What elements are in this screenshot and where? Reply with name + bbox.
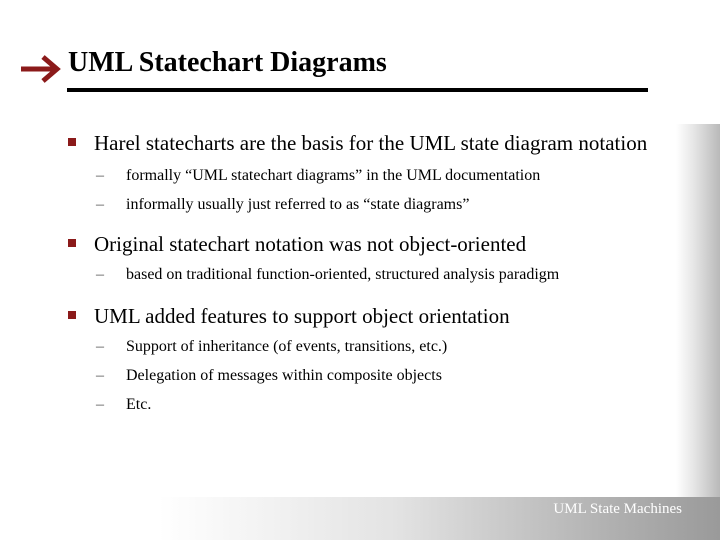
dash-bullet-icon: – [96,338,104,355]
dash-bullet-icon: – [96,196,104,213]
sub-bullet-item [68,161,668,190]
slide-content [68,130,668,419]
dash-bullet-icon: – [96,396,104,413]
square-bullet-icon [68,138,76,146]
sub-bullet-item [68,190,668,219]
sub-bullet-text: informally usually just referred to as “state diagrams” [126,196,470,213]
bullet-text: Original statechart notation was not object-oriented [94,232,527,256]
sub-bullet-text: formally “UML statechart diagrams” in the UML documentation [126,167,541,184]
bullet-text: UML added features to support object orientation [94,304,510,328]
slide-title: UML Statechart Diagrams [68,47,387,78]
right-arrow-icon [19,52,65,86]
dash-bullet-icon: – [96,266,104,283]
sub-bullet-text: Support of inheritance (of events, transitions, etc.) [126,338,448,355]
slide-shadow-right [676,124,720,540]
title-underline [67,88,648,92]
dash-bullet-icon: – [96,167,104,184]
sub-bullet-item [68,361,668,390]
sub-bullet-item [68,260,668,289]
slide-footer: UML State Machines [553,501,682,517]
sub-bullet-text: based on traditional function-oriented, structured analysis paradigm [126,266,560,283]
sub-bullet-text: Etc. [126,396,152,413]
dash-bullet-icon: – [96,367,104,384]
sub-bullet-item [68,390,668,419]
sub-bullet-text: Delegation of messages within composite objects [126,367,442,384]
bullet-item [68,303,668,330]
bullet-text: Harel statecharts are the basis for the UML state diagram notation [94,131,648,155]
bullet-item [68,231,668,258]
square-bullet-icon [68,239,76,247]
bullet-item [68,130,668,157]
square-bullet-icon [68,311,76,319]
sub-bullet-item [68,332,668,361]
